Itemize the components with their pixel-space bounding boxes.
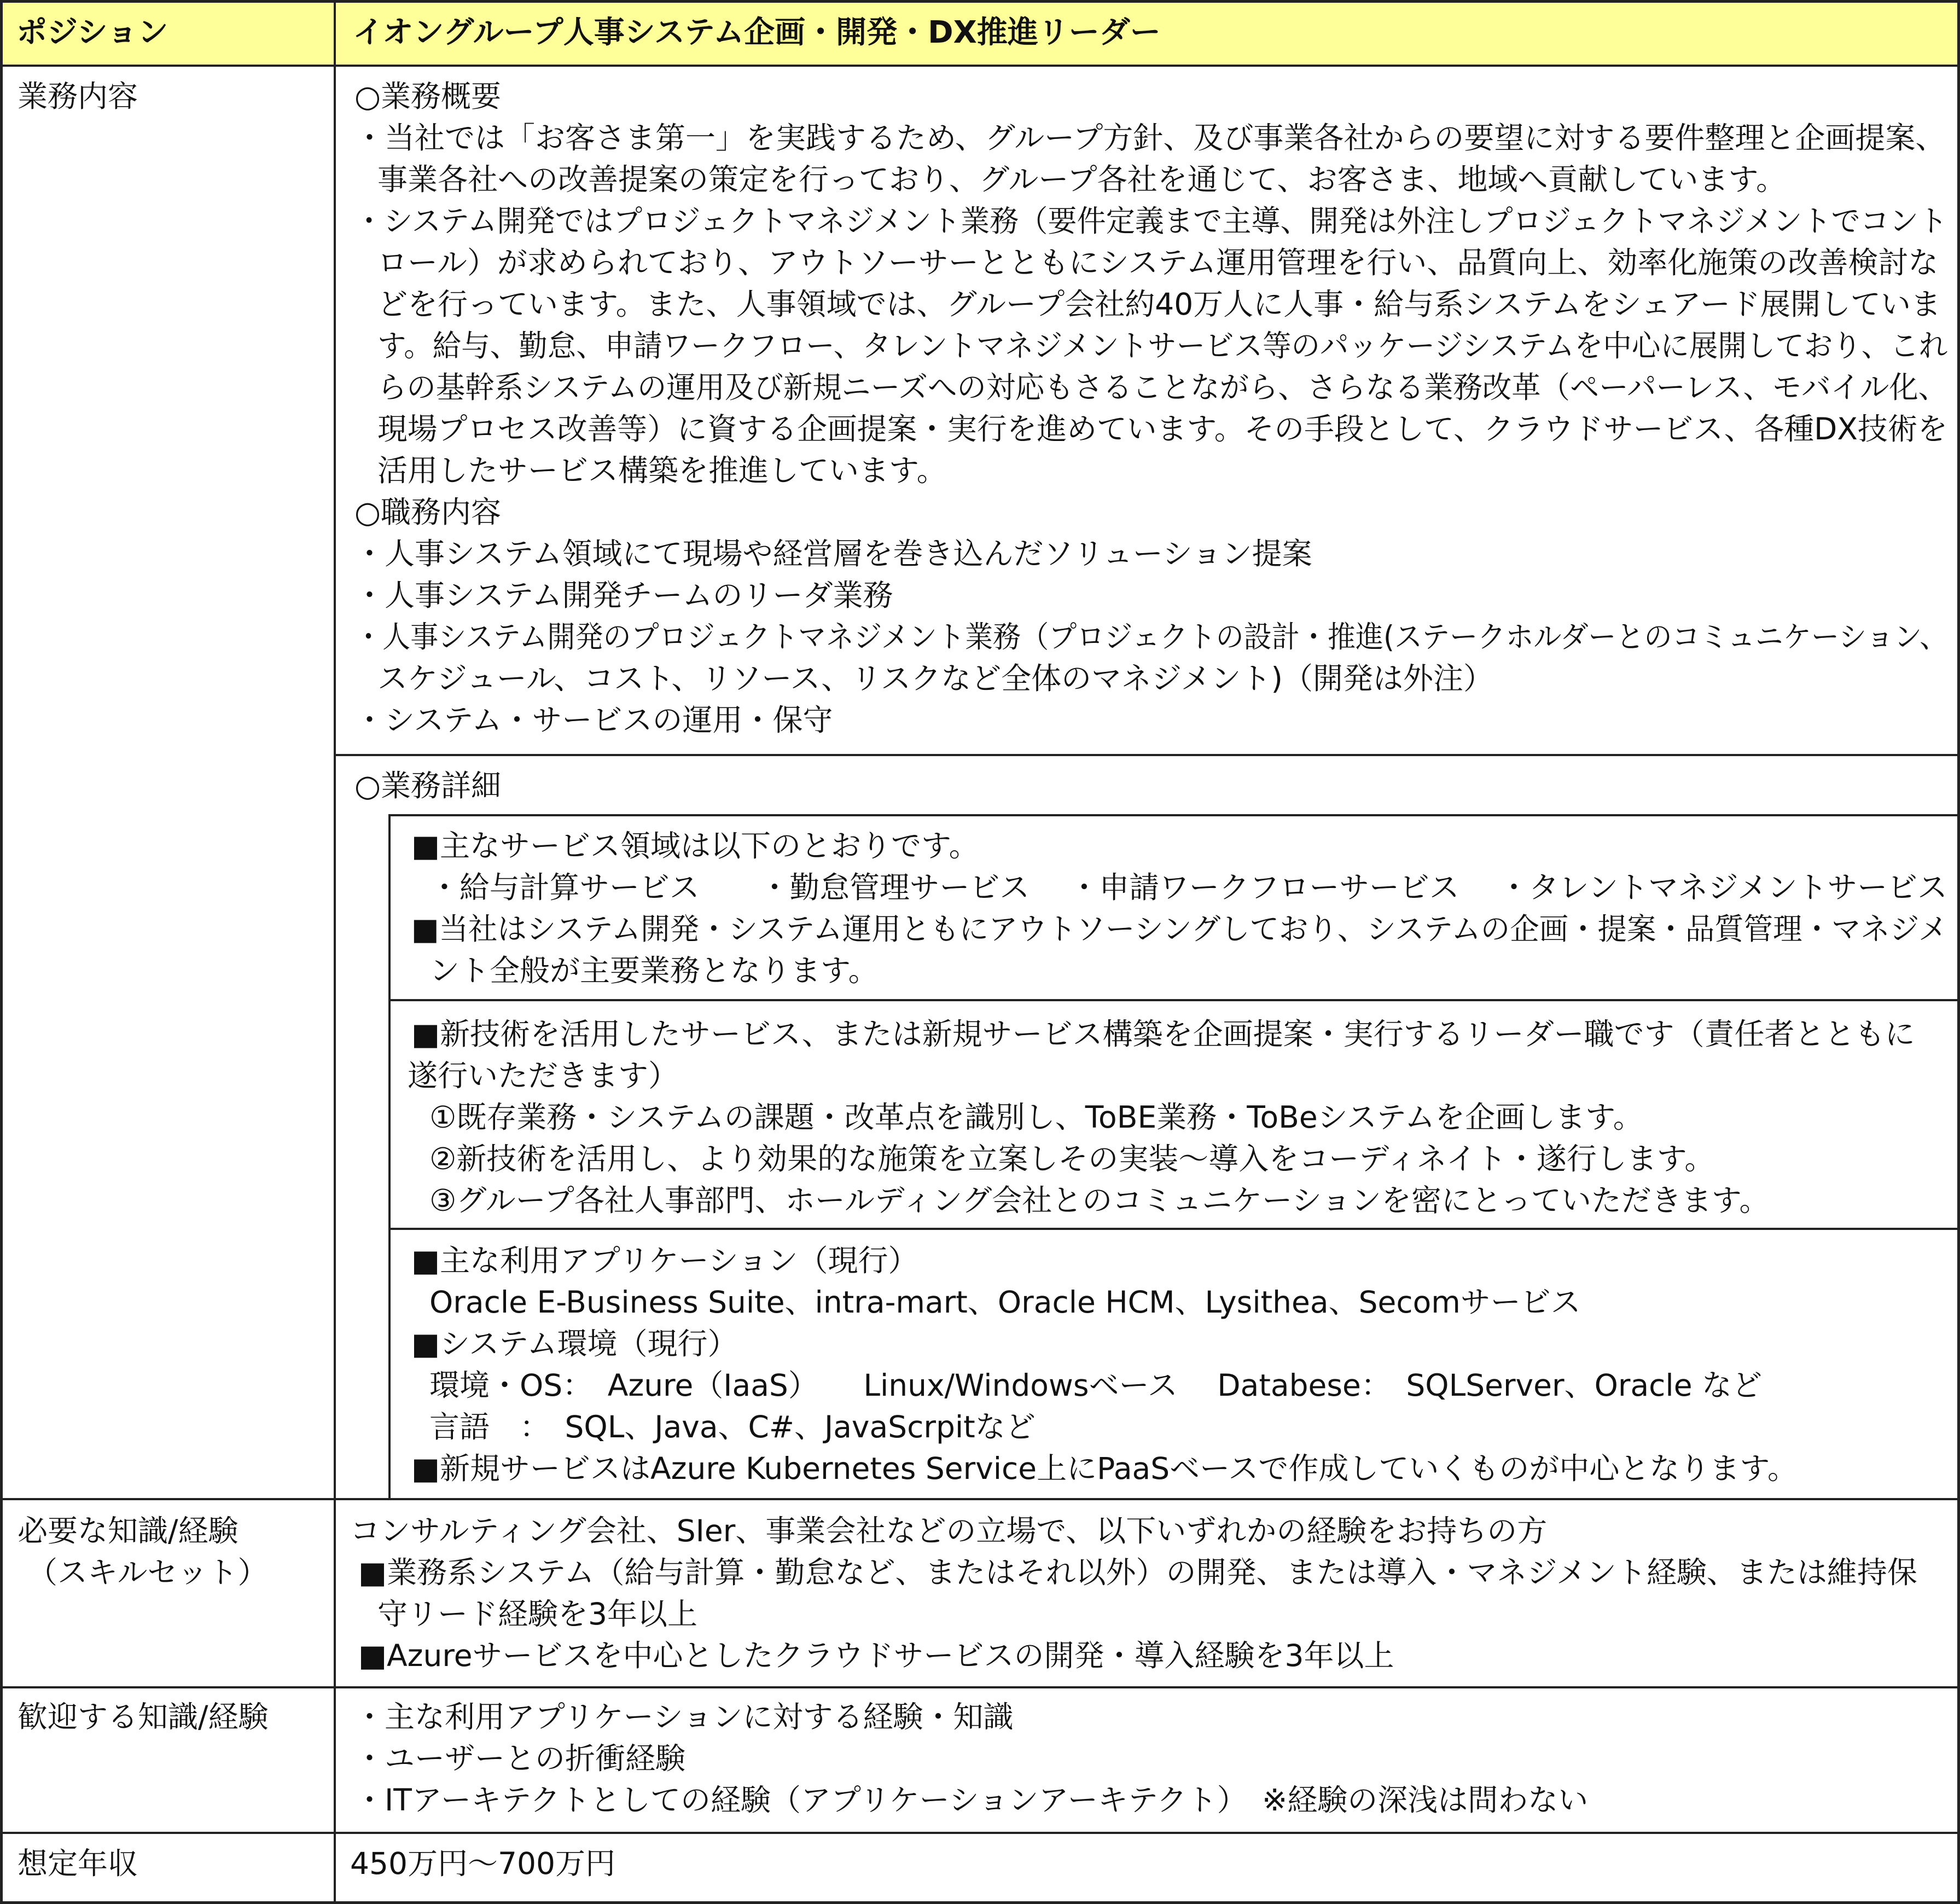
box3-line: ■新規サービスはAzure Kubernetes Service上にPaaSベースで作成していくものが中心となります。 — [411, 1451, 1798, 1486]
overview-line: ロール）が求められており、アウトソーサーとともにシステム運用管理を行い、品質向上、効率化施策の改善検討な — [377, 245, 1939, 280]
row-divider — [0, 1498, 1960, 1500]
border-top — [0, 0, 1960, 3]
border-left — [0, 0, 3, 1904]
border-right — [1957, 0, 1960, 1904]
box1-line: ■当社はシステム開発・システム運用ともにアウトソーシングしており、システムの企画・提案・品質管理・マネジメ — [411, 912, 1948, 947]
welcome-line: ・主な利用アプリケーションに対する経験・知識 — [354, 1699, 1014, 1734]
welcome-line: ・ユーザーとの折衝経験 — [354, 1741, 686, 1776]
job-content-line: スケジュール、コスト、リソース、リスクなど全体のマネジメント)（開発は外注） — [377, 661, 1493, 696]
required-line: ■業務系システム（給与計算・勤怠など、またはそれ以外）の開発、または導入・マネジメント経験、または維持保 — [358, 1555, 1917, 1590]
box2-line: 遂行いただきます） — [408, 1058, 679, 1093]
box3-line: ■主な利用アプリケーション（現行） — [411, 1243, 918, 1278]
required-line: コンサルティング会社、SIer、事業会社などの立場で、以下いずれかの経験をお持ちの方 — [350, 1513, 1548, 1548]
overview-heading: ○業務概要 — [354, 79, 501, 114]
required-line: 守リード経験を3年以上 — [377, 1597, 697, 1632]
welcome-label: 歓迎する知識/経験 — [18, 1699, 269, 1734]
required-label-line2: （スキルセット） — [27, 1555, 268, 1590]
duties-label: 業務内容 — [18, 79, 138, 114]
box2-line: ■新技術を活用したサービス、または新規サービス構築を企画提案・実行するリーダー職です（責任者とともに — [411, 1017, 1915, 1052]
row-divider — [0, 1686, 1960, 1688]
overview-line: ・システム開発ではプロジェクトマネジメント業務（要件定義まで主導、開発は外注しプロジェクトマネジメントでコント — [354, 204, 1948, 239]
overview-line: す。給与、勤怠、申請ワークフロー、タレントマネジメントサービス等のパッケージシステムを中心に展開しており、これ — [377, 328, 1948, 363]
job-content-heading: ○職務内容 — [354, 495, 501, 530]
overview-line: 現場プロセス改善等）に資する企画提案・実行を進めています。その手段として、クラウドサービス、各種DX技術を — [377, 411, 1948, 446]
job-content-line: ・人事システム開発のプロジェクトマネジメント業務（プロジェクトの設計・推進(ステークホルダーとのコミュニケーション、 — [354, 619, 1948, 654]
box1-line: ■主なサービス領域は以下のとおりです。 — [411, 828, 979, 863]
box1-line: ント全般が主要業務となります。 — [429, 953, 879, 988]
box-left-border — [388, 814, 391, 1499]
overview-line: ・当社では「お客さま第一」を実践するため、グループ方針、及び事業各社からの要望に対する要件整理と企画提案、 — [354, 120, 1946, 155]
salary-value: 450万円～700万円 — [350, 1846, 615, 1881]
job-content-line: ・システム・サービスの運用・保守 — [354, 703, 833, 738]
box-divider — [388, 999, 1960, 1001]
box-top-border — [388, 814, 1960, 816]
box3-line: 環境・OS： Azure（IaaS） Linux/Windowsベース Databese： SQLServer、Oracle など — [429, 1368, 1763, 1403]
box2-line: ②新技術を活用し、より効果的な施策を立案しその実装～導入をコーディネイト・遂行します。 — [429, 1141, 1715, 1176]
box1-line: ・給与計算サービス ・勤怠管理サービス ・申請ワークフローサービス ・タレントマネジメントサービス — [429, 870, 1947, 905]
position-title: イオングループ人事システム企画・開発・DX推進リーダー — [353, 15, 1161, 50]
detail-heading: ○業務詳細 — [354, 768, 501, 803]
box3-line: ■システム環境（現行） — [411, 1326, 738, 1361]
detail-divider — [335, 754, 1960, 756]
column-divider — [334, 0, 336, 1904]
box3-line: Oracle E-Business Suite、intra-mart、Oracle HCM、Lysithea、Secomサービス — [429, 1285, 1581, 1320]
box-divider — [388, 1228, 1960, 1230]
border-bottom — [0, 1901, 1960, 1904]
box2-line: ①既存業務・システムの課題・改革点を識別し、ToBE業務・ToBeシステムを企画します。 — [429, 1100, 1643, 1135]
required-label-line1: 必要な知識/経験 — [18, 1513, 239, 1548]
overview-line: どを行っています。また、人事領域では、グループ会社約40万人に人事・給与系システムをシェアード展開していま — [377, 287, 1941, 322]
position-label: ポジション — [16, 15, 168, 50]
box3-line: 言語 ： SQL、Java、C#、JavaScrpitなど — [429, 1409, 1036, 1444]
welcome-line: ・ITアーキテクトとしての経験（アプリケーションアーキテクト） ※経験の深浅は問わない — [354, 1783, 1589, 1818]
overview-line: 事業各社への改善提案の策定を行っており、グループ各社を通じて、お客さま、地域へ貢献しています。 — [377, 162, 1787, 197]
box2-line: ③グループ各社人事部門、ホールディング会社とのコミュニケーションを密にとっていただきます。 — [429, 1183, 1770, 1218]
job-content-line: ・人事システム領域にて現場や経営層を巻き込んだソリューション提案 — [354, 536, 1312, 571]
row-divider — [0, 1832, 1960, 1834]
overview-line: 活用したサービス構築を推進しています。 — [377, 453, 947, 488]
overview-line: らの基幹系システムの運用及び新規ニーズへの対応もさることながら、さらなる業務改革（ペーパーレス、モバイル化、 — [377, 370, 1948, 405]
job-content-line: ・人事システム開発チームのリーダ業務 — [354, 578, 893, 613]
required-line: ■Azureサービスを中心としたクラウドサービスの開発・導入経験を3年以上 — [358, 1638, 1394, 1673]
salary-label: 想定年収 — [18, 1846, 138, 1881]
row-divider — [0, 65, 1960, 67]
